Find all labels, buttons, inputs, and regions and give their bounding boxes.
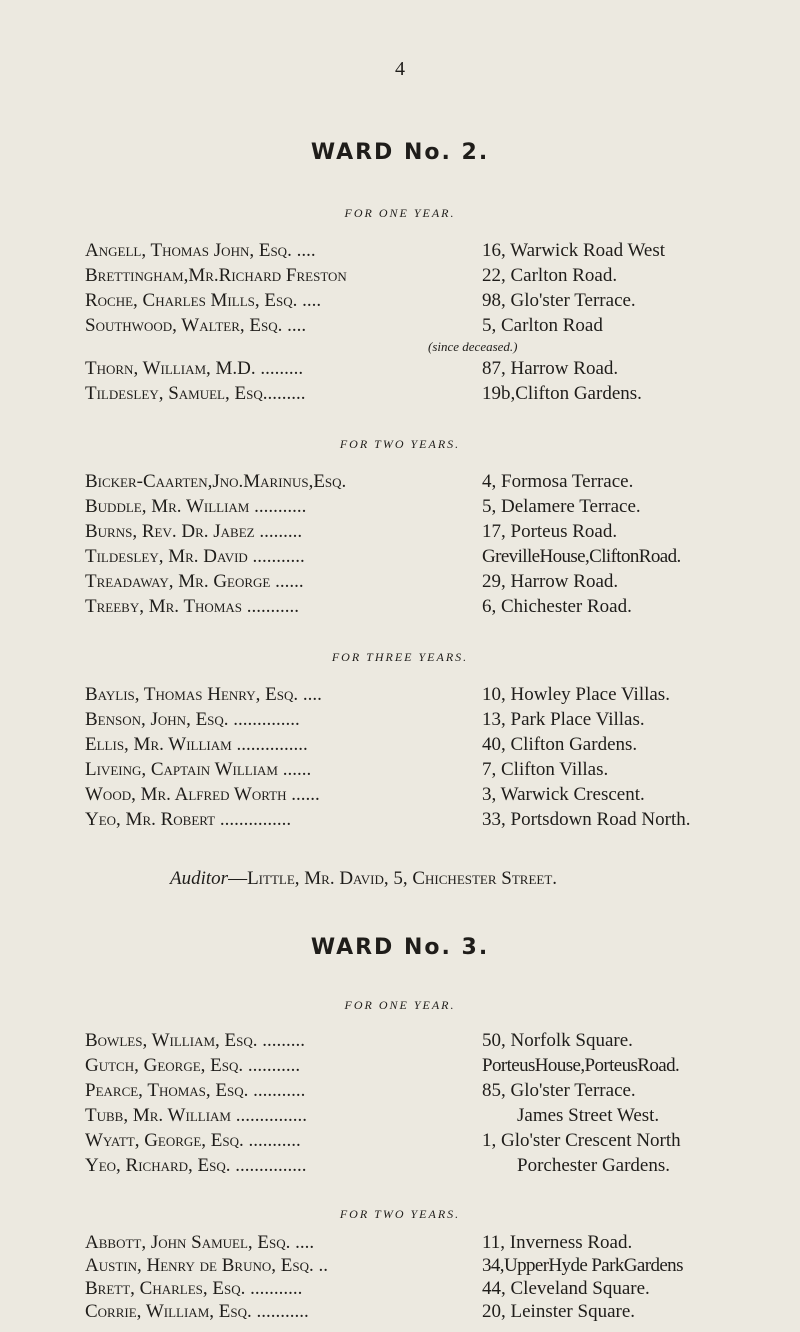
list-item: [85, 383, 775, 409]
member-address: 40, Clifton Gardens.: [482, 734, 638, 755]
member-name: Bowles, William, Esq. .........: [85, 1030, 305, 1051]
ward-2-two-years-heading: FOR TWO YEARS.: [339, 437, 461, 451]
list-item: [85, 265, 775, 291]
member-address: 22, Carlton Road.: [482, 265, 618, 286]
list-item: [85, 1030, 775, 1056]
member-name: Austin, Henry de Bruno, Esq. ..: [85, 1255, 328, 1276]
member-name: Yeo, Mr. Robert ...............: [85, 809, 292, 830]
member-address: GrevilleHouse,CliftonRoad.: [482, 546, 681, 567]
ward-3-title: WARD No. 3.: [310, 935, 490, 960]
member-name: Burns, Rev. Dr. Jabez .........: [85, 521, 303, 542]
member-address: 5, Delamere Terrace.: [482, 496, 641, 517]
member-address: Porchester Gardens.: [517, 1155, 671, 1176]
list-item: [85, 759, 775, 785]
member-address: 87, Harrow Road.: [482, 358, 619, 379]
ward-3-one-year-heading: FOR ONE YEAR.: [344, 998, 456, 1012]
ward-2-three-years-heading: FOR THREE YEARS.: [331, 650, 469, 664]
list-item: [85, 1301, 775, 1325]
ward-2-title: WARD No. 2.: [310, 140, 490, 165]
member-name: Corrie, William, Esq. ...........: [85, 1301, 309, 1322]
auditor-line: [170, 868, 557, 890]
list-item: [85, 315, 775, 341]
member-name: Buddle, Mr. William ...........: [85, 496, 307, 517]
member-name: Treeby, Mr. Thomas ...........: [85, 596, 299, 617]
list-item: [85, 684, 775, 710]
member-name: Gutch, George, Esq. ...........: [85, 1055, 301, 1076]
list-item: [85, 809, 775, 835]
member-name: Wyatt, George, Esq. ...........: [85, 1130, 301, 1151]
member-address: 17, Porteus Road.: [482, 521, 618, 542]
member-name: Angell, Thomas John, Esq. ....: [85, 240, 316, 261]
list-item: [85, 1155, 775, 1181]
member-address: 5, Carlton Road: [482, 315, 603, 336]
member-name: Brett, Charles, Esq. ...........: [85, 1278, 303, 1299]
member-address: PorteusHouse,PorteusRoad.: [482, 1055, 680, 1076]
member-address: 16, Warwick Road West: [482, 240, 666, 261]
list-item: [85, 571, 775, 597]
member-address: 1, Glo'ster Crescent North: [482, 1130, 681, 1151]
ward-3-two-years-heading: FOR TWO YEARS.: [339, 1207, 461, 1221]
member-name: Wood, Mr. Alfred Worth ......: [85, 784, 320, 805]
member-name: Yeo, Richard, Esq. ...............: [85, 1155, 307, 1176]
member-address: 10, Howley Place Villas.: [482, 684, 670, 705]
list-item: [85, 1130, 775, 1156]
member-name: Pearce, Thomas, Esq. ...........: [85, 1080, 306, 1101]
member-name: Brettingham,Mr.Richard Freston: [85, 265, 347, 286]
member-address: 3, Warwick Crescent.: [482, 784, 645, 805]
auditor-text: —Little, Mr. David, 5, Chichester Street.: [228, 868, 558, 889]
member-address: 13, Park Place Villas.: [482, 709, 645, 730]
member-address: 85, Glo'ster Terrace.: [482, 1080, 636, 1101]
member-address: 33, Portsdown Road North.: [482, 809, 691, 830]
list-item: [85, 521, 775, 547]
member-address: 19b,Clifton Gardens.: [482, 383, 642, 404]
member-address: 50, Norfolk Square.: [482, 1030, 633, 1051]
list-item: [85, 784, 775, 810]
list-item: [85, 290, 775, 316]
list-item: [85, 240, 775, 266]
list-item: [85, 1080, 775, 1106]
member-name: Treadaway, Mr. George ......: [85, 571, 304, 592]
member-name: Tubb, Mr. William ...............: [85, 1105, 307, 1126]
member-name: Abbott, John Samuel, Esq. ....: [85, 1232, 315, 1253]
member-address: 20, Leinster Square.: [482, 1301, 636, 1322]
member-address: 29, Harrow Road.: [482, 571, 619, 592]
page-number: 4: [395, 58, 405, 80]
list-item: [85, 1055, 775, 1081]
list-item: [85, 1105, 775, 1131]
member-name: Bicker-Caarten,Jno.Marinus,Esq.: [85, 471, 347, 492]
list-item: [85, 358, 775, 384]
member-name: Baylis, Thomas Henry, Esq. ....: [85, 684, 322, 705]
deceased-note: (since deceased.): [428, 339, 518, 354]
member-name: Thorn, William, M.D. .........: [85, 358, 304, 379]
list-item: [85, 734, 775, 760]
list-item: [85, 546, 775, 572]
member-name: Benson, John, Esq. ..............: [85, 709, 300, 730]
ward-2-one-year-heading: FOR ONE YEAR.: [344, 206, 456, 220]
list-item: [85, 471, 775, 497]
member-address: 98, Glo'ster Terrace.: [482, 290, 636, 311]
auditor-label: Auditor: [170, 868, 229, 889]
member-name: Liveing, Captain William ......: [85, 759, 312, 780]
member-name: Tildesley, Samuel, Esq.........: [85, 383, 306, 404]
member-address: 44, Cleveland Square.: [482, 1278, 650, 1299]
list-item: [85, 596, 775, 622]
member-address: 4, Formosa Terrace.: [482, 471, 634, 492]
member-address: James Street West.: [517, 1105, 660, 1126]
member-address: 34,UpperHyde ParkGardens: [482, 1255, 683, 1276]
member-name: Roche, Charles Mills, Esq. ....: [85, 290, 322, 311]
member-name: Ellis, Mr. William ...............: [85, 734, 308, 755]
member-name: Tildesley, Mr. David ...........: [85, 546, 305, 567]
member-address: 11, Inverness Road.: [482, 1232, 633, 1253]
list-item: [85, 709, 775, 735]
member-name: Southwood, Walter, Esq. ....: [85, 315, 307, 336]
member-address: 7, Clifton Villas.: [482, 759, 609, 780]
list-item: [85, 496, 775, 522]
member-address: 6, Chichester Road.: [482, 596, 632, 617]
